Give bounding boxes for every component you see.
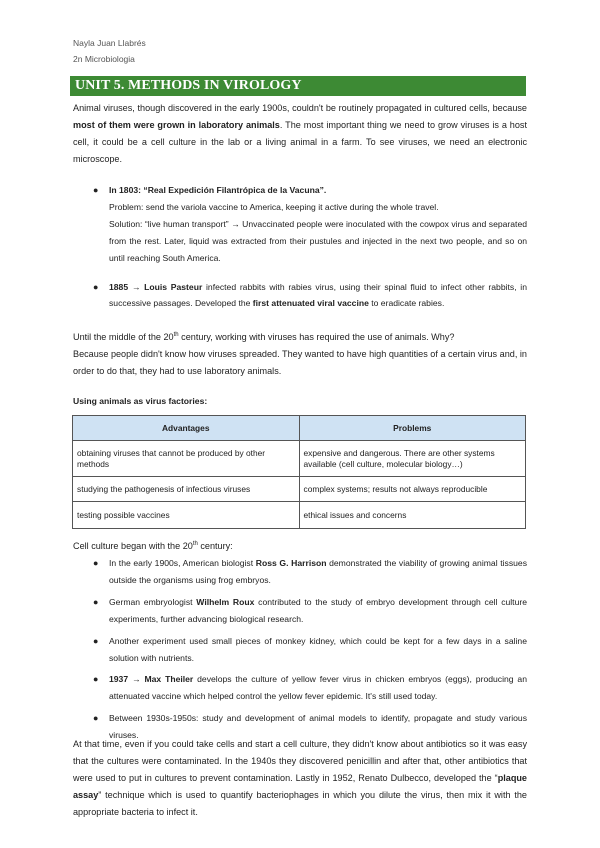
cell-culture-intro: Cell culture began with the 20th century: (73, 540, 233, 551)
bullet-icon: ● (93, 185, 99, 195)
advantage-cell: testing possible vaccines (73, 502, 300, 529)
bullet-icon: ● (93, 674, 99, 685)
author-name: Nayla Juan Llabrés (73, 38, 146, 48)
intro-paragraph: Animal viruses, though discovered in the early 1900s, couldn't be routinely propagated in cultured cells, because most of them were grown in laboratory animals. The most important thing we need to grow viruses is a host cell, it could be a cell culture in the lab or a living animal in a farm. To see viruses, we need an electronic microscope. (73, 103, 527, 164)
table-row (73, 502, 526, 529)
advantage-cell: studying the pathogenesis of infectious viruses (73, 477, 300, 502)
problem-cell: complex systems; results not always reproducible (299, 477, 526, 502)
plaque-assay-bold: plaque assay (73, 772, 527, 800)
list-item: ● 1937 → Max Theiler develops the culture of yellow fever virus in chicken embryos (eggs), producing an attenuated vaccine which helped control the yellow fever epidemic. It's still used today. (93, 671, 527, 705)
bullet-icon: ● (93, 635, 99, 646)
closing-paragraph: At that time, even if you could take cells and start a cell culture, they didn't know about antibiotics so it was easy that the cultures were contaminated. In the 1940s they discovered penicillin and after that, other antibiotics that were used to put in cultures to prevent contamination. Lastly in 1952, Renato Dulbecco, developed the “plaque assay” technique which is used to quantify bacteriophages in which you dilute the virus, then mix it with the appropriate bacteria to infect it. (73, 739, 527, 817)
bullet-icon: ● (93, 281, 99, 292)
list-item: ● German embryologist Wilhelm Roux contributed to the study of embryo development through cell culture experiments, further advancing biological research. (93, 594, 527, 628)
intro-bold: most of them were grown in laboratory animals (73, 119, 280, 130)
list-item: ● Between 1930s-1950s: study and development of animal models to identify, propagate and study various viruses. (93, 710, 527, 744)
virus-factories-table (72, 415, 526, 529)
unit-title: UNIT 5. METHODS IN VIROLOGY (75, 78, 302, 93)
course-name: 2n Microbiologia (73, 54, 135, 64)
column-header-advantages: Advantages (73, 416, 300, 441)
problem-cell: expensive and dangerous. There are other systems available (cell culture, molecular biology…) (299, 441, 526, 477)
history-list (93, 182, 527, 312)
list-item: ● In 1803: “Real Expedición Filantrópica de la Vacuna”. Problem: send the variola vaccine to America, keeping it active during the whole travel. Solution: “live human transport” → Unvaccinated people were inoculated with the cowpox virus and separated from the rest. Later, liquid was extracted from their pustules and injected in the next two people, and so on until reaching South America. (93, 182, 527, 267)
advantage-cell: obtaining viruses that cannot be produced by other methods (73, 441, 300, 477)
list-item: ● Another experiment used small pieces of monkey kidney, which could be kept for a few days in a saline solution with nutrients. (93, 633, 527, 667)
table-heading: Using animals as virus factories: (73, 396, 208, 406)
column-header-problems: Problems (299, 416, 526, 441)
bullet-icon: ● (93, 596, 99, 607)
bullet-icon: ● (93, 558, 99, 568)
bullet-icon: ● (93, 713, 99, 724)
list-item: ● 1885 → Louis Pasteur infected rabbits with rabies virus, using their spinal fluid to infect other rabbits, in successive passages. Developed the first attenuated viral vaccine to eradicate rabies. (93, 279, 527, 313)
list-item: ● In the early 1900s, American biologist Ross G. Harrison demonstrated the viability of growing animal tissues outside the organisms using frog embryos. (93, 555, 527, 589)
table-row (73, 441, 526, 477)
unit-title-bar (70, 76, 526, 96)
mid-paragraph: Until the middle of the 20th century, working with viruses has required the use of animals. Why? Because people didn't know how viruses spreaded. They wanted to have high quantities of a certain virus and, in order to do that, they had to use laboratory animals. (73, 331, 527, 376)
table-row (73, 477, 526, 502)
cell-culture-list (93, 555, 527, 749)
problem-cell: ethical issues and concerns (299, 502, 526, 529)
